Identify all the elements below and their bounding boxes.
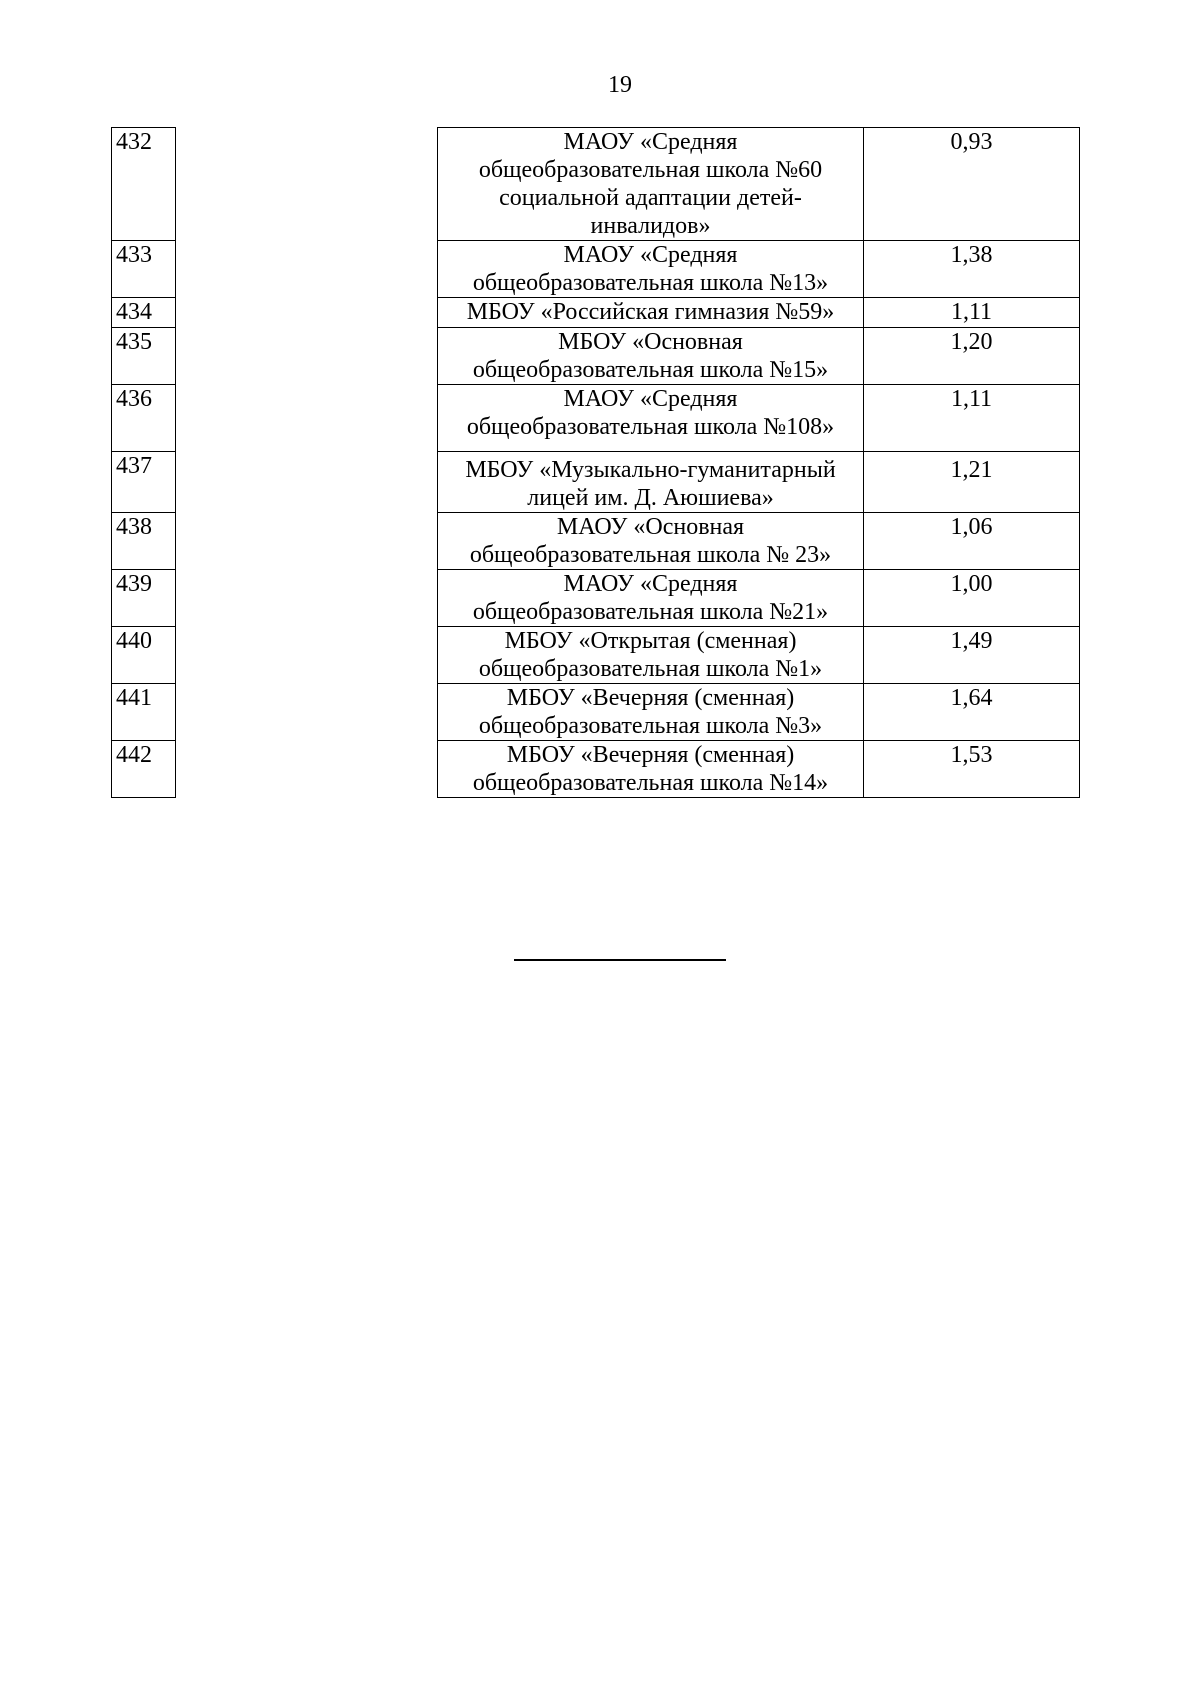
coefficient-cell: 1,53 [864, 741, 1080, 798]
school-name-cell [438, 452, 864, 513]
school-name-line: МБОУ «Музыкально-гуманитарный [465, 457, 836, 483]
empty-cell [176, 328, 438, 385]
row-number-cell: 438 [112, 513, 176, 570]
table-row [112, 385, 1080, 452]
school-name-cell [438, 513, 864, 570]
school-name-line: МАОУ «Основная [556, 514, 745, 540]
school-name-line: общеобразовательная школа №15» [472, 357, 829, 383]
school-name-line: инвалидов» [590, 213, 711, 239]
school-name-line: МБОУ «Открытая (сменная) [504, 628, 797, 654]
school-name-line: МБОУ «Основная [558, 329, 743, 355]
school-name-cell [438, 298, 864, 328]
row-number-cell: 435 [112, 328, 176, 385]
table-row [112, 128, 1080, 241]
end-rule-divider [514, 959, 726, 961]
table-row [112, 570, 1080, 627]
school-name-cell [438, 741, 864, 798]
school-name-line: МБОУ «Вечерняя (сменная) [506, 685, 795, 711]
school-name-line: общеобразовательная школа №108» [466, 414, 835, 440]
school-name-cell [438, 570, 864, 627]
row-number-cell: 440 [112, 627, 176, 684]
coefficient-cell: 1,00 [864, 570, 1080, 627]
table-row [112, 741, 1080, 798]
school-name-line: общеобразовательная школа № 23» [469, 542, 832, 568]
row-number-cell: 442 [112, 741, 176, 798]
empty-cell [176, 513, 438, 570]
school-name-line: МАОУ «Средняя [563, 129, 738, 155]
table-row [112, 684, 1080, 741]
empty-cell [176, 385, 438, 452]
school-name-line: МБОУ «Российская гимназия №59» [466, 299, 835, 325]
school-name-line: общеобразовательная школа №13» [472, 270, 829, 296]
school-name-line: МБОУ «Вечерняя (сменная) [506, 742, 795, 768]
school-name-cell [438, 627, 864, 684]
school-name-line: лицей им. Д. Аюшиева» [527, 485, 774, 511]
school-name-cell [438, 684, 864, 741]
coefficient-cell: 1,11 [864, 385, 1080, 452]
table-row [112, 241, 1080, 298]
school-name-line: социальной адаптации детей- [499, 185, 802, 211]
coefficient-cell: 1,06 [864, 513, 1080, 570]
school-name-line: МАОУ «Средняя [563, 571, 738, 597]
school-name-cell [438, 241, 864, 298]
row-number-cell: 432 [112, 128, 176, 241]
school-name-cell [438, 128, 864, 241]
row-number-cell: 439 [112, 570, 176, 627]
empty-cell [176, 241, 438, 298]
school-name-cell [438, 385, 864, 452]
empty-cell [176, 570, 438, 627]
coefficient-cell: 1,64 [864, 684, 1080, 741]
empty-cell [176, 128, 438, 241]
coefficient-cell: 1,20 [864, 328, 1080, 385]
coefficient-cell: 0,93 [864, 128, 1080, 241]
coefficient-cell: 1,38 [864, 241, 1080, 298]
table-row [112, 627, 1080, 684]
coefficient-cell: 1,49 [864, 627, 1080, 684]
table-row [112, 513, 1080, 570]
coefficient-cell: 1,21 [864, 452, 1080, 513]
empty-cell [176, 452, 438, 513]
row-number-cell: 441 [112, 684, 176, 741]
row-number-cell: 434 [112, 298, 176, 328]
table-row [112, 298, 1080, 328]
row-number-cell: 433 [112, 241, 176, 298]
school-name-cell [438, 328, 864, 385]
empty-cell [176, 298, 438, 328]
schools-table [111, 127, 1080, 798]
coefficient-cell: 1,11 [864, 298, 1080, 328]
school-name-line: общеобразовательная школа №1» [478, 656, 823, 682]
school-name-line: общеобразовательная школа №14» [472, 770, 829, 796]
empty-cell [176, 741, 438, 798]
row-number-cell: 436 [112, 385, 176, 452]
table-body [112, 128, 1080, 798]
empty-cell [176, 627, 438, 684]
school-name-line: общеобразовательная школа №60 [478, 157, 823, 183]
school-name-line: общеобразовательная школа №21» [472, 599, 829, 625]
row-number-cell: 437 [112, 452, 176, 513]
school-name-line: МАОУ «Средняя [563, 386, 738, 412]
table-row [112, 452, 1080, 513]
page-number: 19 [608, 72, 632, 98]
empty-cell [176, 684, 438, 741]
school-name-line: общеобразовательная школа №3» [478, 713, 823, 739]
school-name-line: МАОУ «Средняя [563, 242, 738, 268]
table-row [112, 328, 1080, 385]
